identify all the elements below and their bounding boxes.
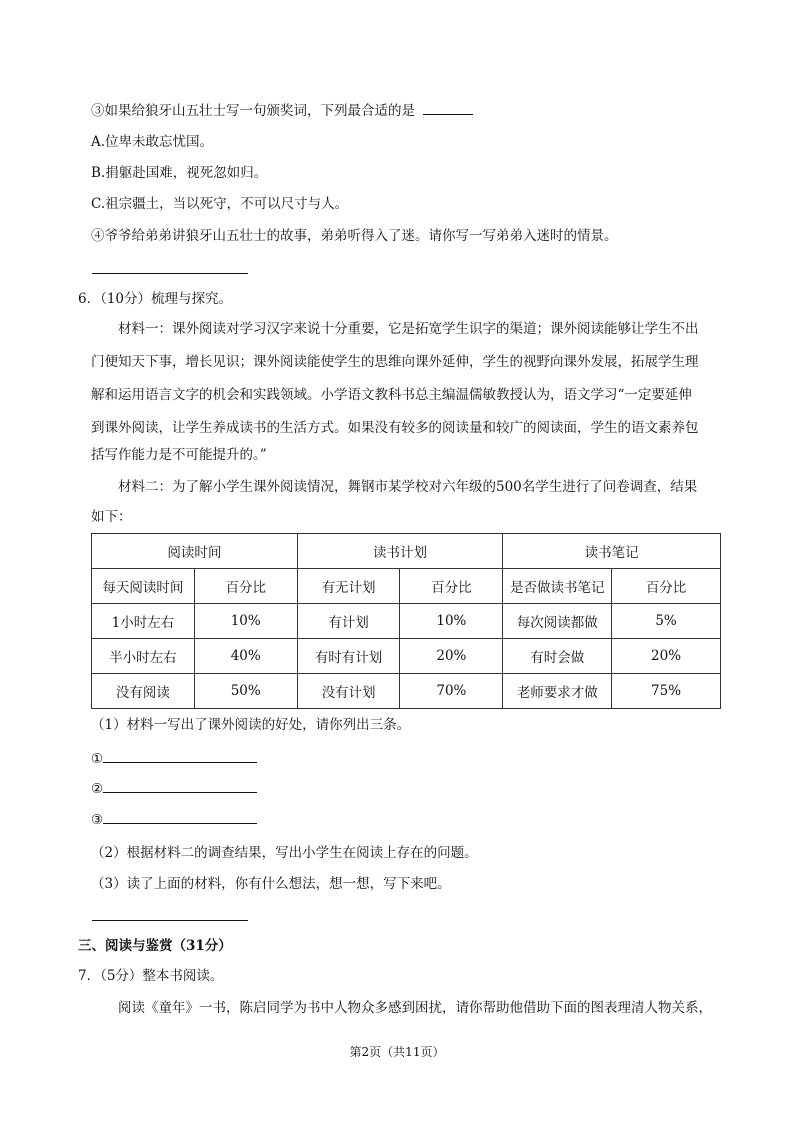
table-cell: 有时有计划 [297,639,400,674]
table-cell: 没有阅读 [92,674,195,709]
table-cell: 有计划 [297,604,400,639]
q5-option-b: B.捐躯赴国难，视死忽如归。 [91,165,268,181]
q7-text: 阅读《童年》一书，陈启同学为书中人物众多感到困扰，请你帮助他借助下面的图表理清人物关系， [118,1000,712,1016]
table-cell: 50% [194,674,297,709]
table-row [92,639,721,674]
table-cell: 半小时左右 [92,639,195,674]
table-cell: 没有计划 [297,674,400,709]
table-subheader-row [92,569,721,604]
page-footer: 第2页（共11页） [349,1045,445,1059]
table-cell: 5% [612,604,721,639]
table-cell: 40% [194,639,297,674]
table-cell: 20% [400,639,503,674]
section-heading: 三、阅读与鉴赏（31分） [78,938,232,954]
table-cell: 75% [612,674,721,709]
bullet-label: ① [91,751,104,767]
table-row [92,674,721,709]
q7-heading: 7．（5分）整本书阅读。 [78,968,224,984]
material1-line: 门便知天下事，增长见识；课外阅读能使学生的思维向课外延伸，学生的视野向课外发展，拓展学生理 [91,354,699,370]
q5-option-c: C.祖宗疆土，当以死守，不可以尺寸与人。 [91,196,349,212]
material1-line: 解和运用语言文字的机会和实践领域。小学语文教科书总主编温儒敏教授认为，语文学习“一定要延伸 [91,387,692,403]
q6-sub1: （1）材料一写出了课外阅读的好处，请你列出三条。 [91,717,411,733]
answer-blank[interactable] [423,114,473,115]
table-cell: 10% [400,604,503,639]
table-group-header: 读书计划 [297,534,503,569]
table-cell: 1小时左右 [92,604,195,639]
material1-line: 括写作能力是不可能提升的。” [91,447,267,463]
table-subheader: 百分比 [612,569,721,604]
bullet-answer [91,750,257,769]
table-row [92,604,721,639]
answer-blank[interactable] [103,792,257,793]
table-subheader: 有无计划 [297,569,400,604]
table-group-header: 读书笔记 [503,534,721,569]
table-group-header: 阅读时间 [92,534,298,569]
answer-blank[interactable] [103,823,257,824]
answer-line[interactable] [92,920,248,921]
q6-sub3: （3）读了上面的材料，你有什么想法，想一想，写下来吧。 [91,876,451,892]
bullet-label: ③ [91,812,104,828]
q5-sub4: ④爷爷给弟弟讲狼牙山五壮士的故事，弟弟听得入了迷。请你写一写弟弟入迷时的情景。 [91,228,618,244]
table-cell: 20% [612,639,721,674]
q5-sub3: ③如果给狼牙山五壮士写一句颁奖词，下列最合适的是 [91,102,473,121]
q6-sub2: （2）根据材料二的调查结果，写出小学生在阅读上存在的问题。 [91,845,478,861]
table-subheader: 每天阅读时间 [92,569,195,604]
table-subheader: 百分比 [194,569,297,604]
table-subheader: 百分比 [400,569,503,604]
bullet-label: ② [91,781,104,797]
bullet-answer [91,780,257,799]
answer-line[interactable] [92,273,248,274]
table-cell: 10% [194,604,297,639]
table-cell: 70% [400,674,503,709]
material2-line: 如下： [91,509,132,525]
table-cell: 每次阅读都做 [503,604,612,639]
material1-line: 到课外阅读，让学生养成读书的生活方式。如果没有较多的阅读量和较广的阅读面，学生的语文素养包 [91,420,699,436]
answer-blank[interactable] [103,762,257,763]
material2-line: 材料二：为了解小学生课外阅读情况，舞钢市某学校对六年级的500名学生进行了问卷调查，结果 [118,479,698,495]
table-cell: 有时会做 [503,639,612,674]
table-subheader: 是否做读书笔记 [503,569,612,604]
table-group-header-row [92,534,721,569]
q6-heading: 6．（10分）梳理与探究。 [78,291,233,307]
survey-table [91,533,721,709]
material1-line: 材料一：课外阅读对学习汉字来说十分重要，它是拓宽学生识字的渠道；课外阅读能够让学生不出 [118,321,699,337]
table-cell: 老师要求才做 [503,674,612,709]
bullet-answer [91,811,257,830]
q5-option-a: A.位卑未敢忘忧国。 [91,134,214,150]
